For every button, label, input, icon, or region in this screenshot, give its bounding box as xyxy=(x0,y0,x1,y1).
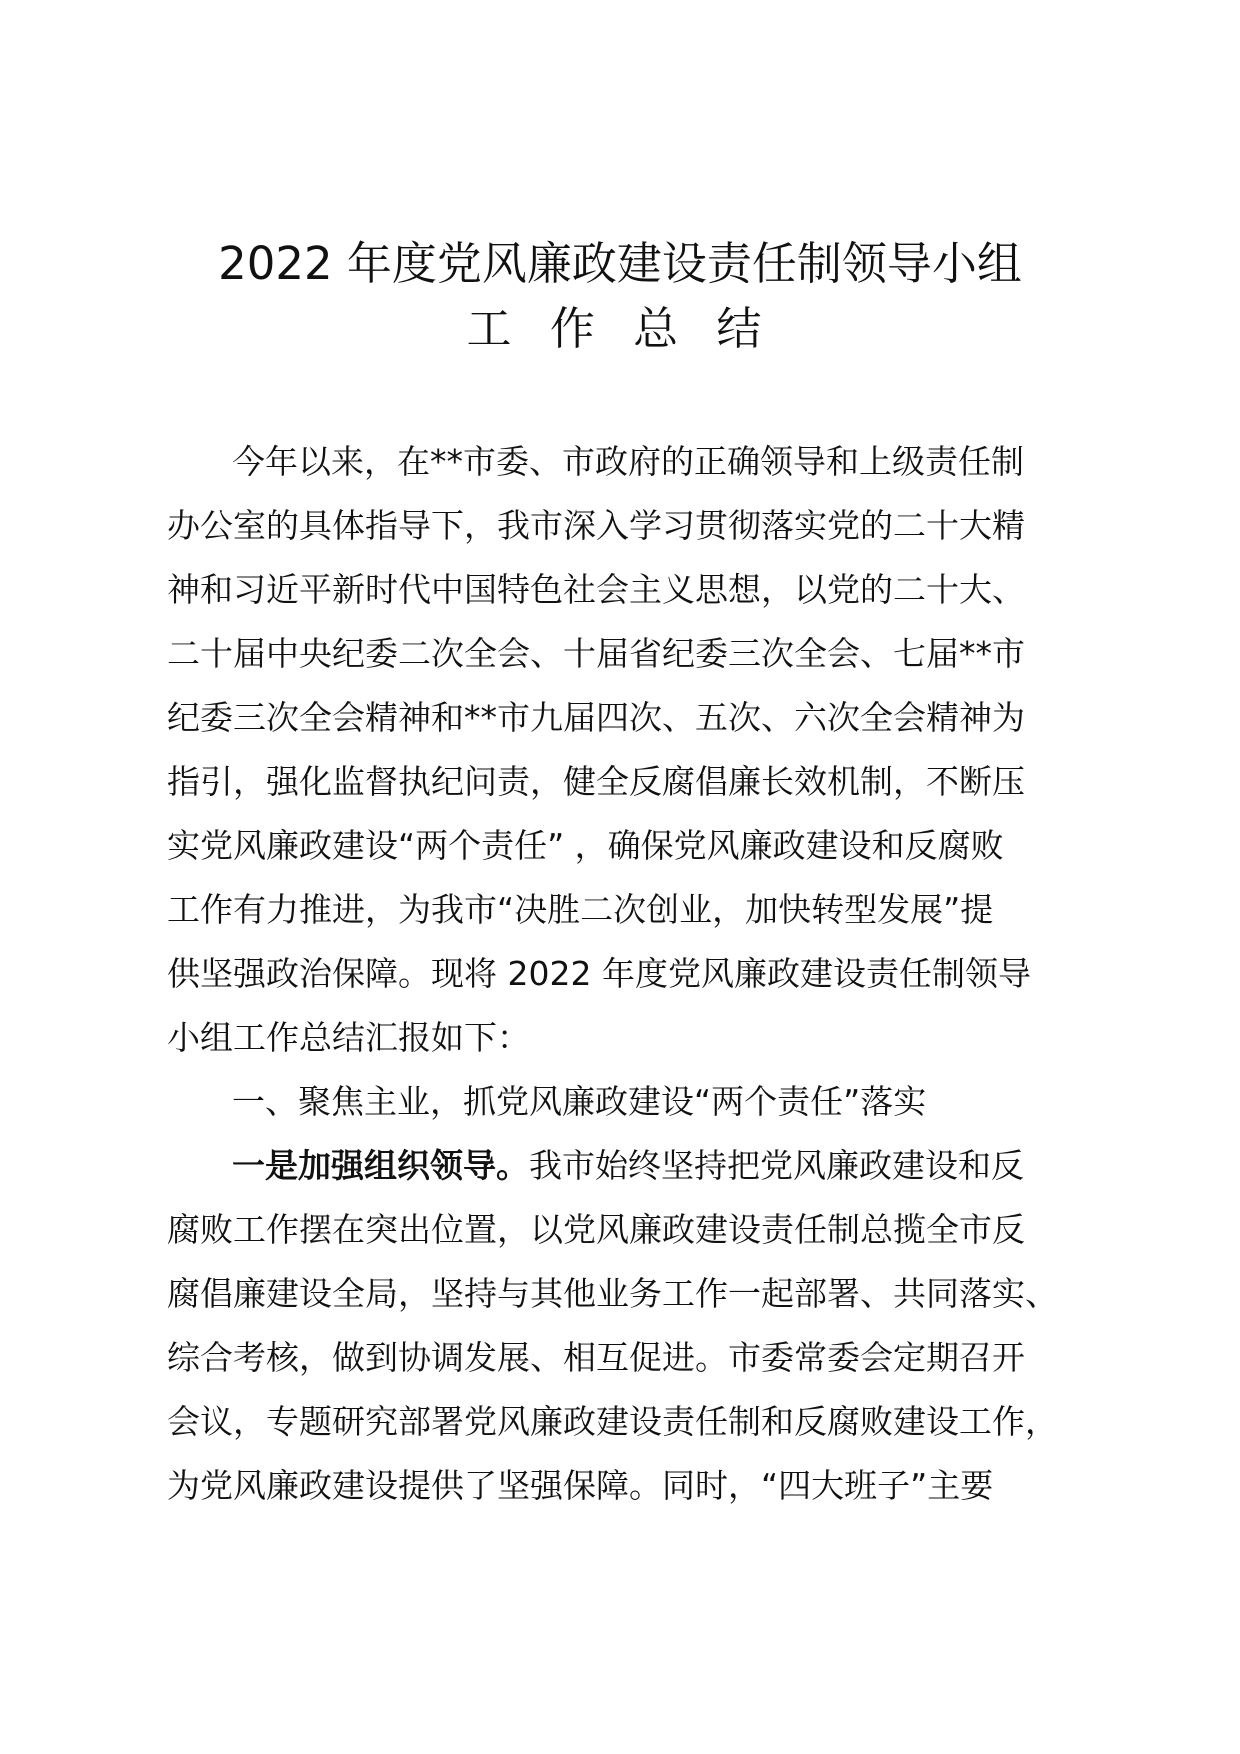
body-line-7: 实党风廉政建设“两个责任” ，确保党风廉政建设和反腐败 xyxy=(167,826,1004,865)
body-line-1: 今年以来，在**市委、市政府的正确领导和上级责任制 xyxy=(232,442,1024,481)
bold-lead: 一是加强组织领导。 xyxy=(232,1146,529,1185)
body-line-12-text: 我市始终坚持把党风廉政建设和反 xyxy=(529,1146,1024,1185)
body-line-13: 腐败工作摆在突出位置，以党风廉政建设责任制总揽全市反 xyxy=(167,1210,1025,1249)
body-line-16: 会议，专题研究部署党风廉政建设责任制和反腐败建设工作， xyxy=(167,1402,1058,1441)
document-title-line-1: 2022 年度党风廉政建设责任制领导小组 xyxy=(218,237,1022,290)
body-line-15: 综合考核，做到协调发展、相互促进。市委常委会定期召开 xyxy=(167,1338,1025,1377)
body-line-5: 纪委三次全会精神和**市九届四次、五次、六次全会精神为 xyxy=(167,698,1025,737)
document-title-line-2: 工 作 总 结 xyxy=(466,302,774,355)
body-line-10: 小组工作总结汇报如下： xyxy=(167,1018,530,1057)
body-line-4: 二十届中央纪委二次全会、十届省纪委三次全会、七届**市 xyxy=(167,634,1025,673)
body-line-12 xyxy=(232,1144,1024,1188)
section-heading-1: 一、聚焦主业，抓党风廉政建设“两个责任”落实 xyxy=(232,1082,927,1121)
body-line-9: 供坚强政治保障。现将 2022 年度党风廉政建设责任制领导 xyxy=(167,954,1031,993)
body-line-17: 为党风廉政建设提供了坚强保障。同时，“四大班子”主要 xyxy=(167,1466,994,1505)
body-line-14: 腐倡廉建设全局，坚持与其他业务工作一起部署、共同落实、 xyxy=(167,1274,1058,1313)
body-line-8: 工作有力推进，为我市“决胜二次创业，加快转型发展”提 xyxy=(167,890,994,929)
body-line-6: 指引，强化监督执纪问责，健全反腐倡廉长效机制，不断压 xyxy=(167,762,1025,801)
body-line-2: 办公室的具体指导下，我市深入学习贯彻落实党的二十大精 xyxy=(167,506,1025,545)
body-line-3: 神和习近平新时代中国特色社会主义思想，以党的二十大、 xyxy=(167,570,1025,609)
